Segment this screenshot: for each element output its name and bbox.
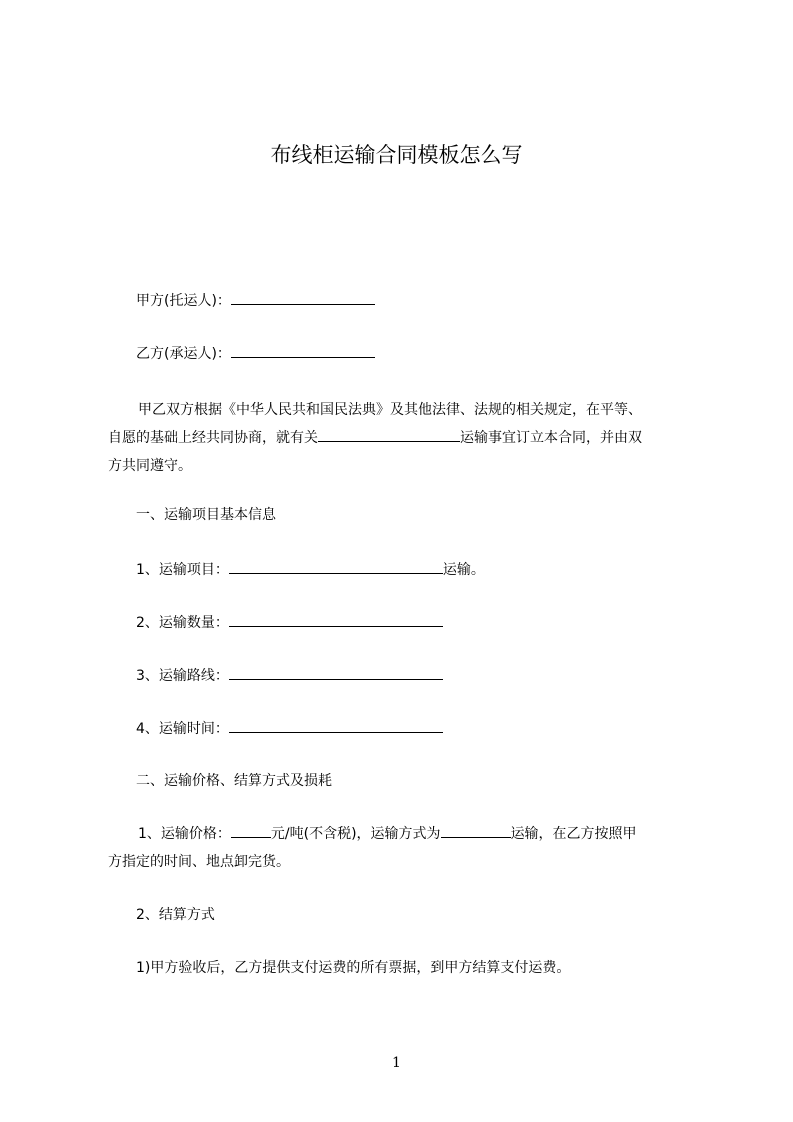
item2-line <box>136 612 443 633</box>
item4-blank[interactable] <box>229 718 443 733</box>
price-line-2: 方指定的时间、地点卸完货。 <box>108 854 290 870</box>
item1-label: 1、运输项目： <box>136 562 229 578</box>
section2-heading: 二、运输价格、结算方式及损耗 <box>136 773 332 789</box>
price-label: 1、运输价格： <box>138 826 231 842</box>
intro-line-2-post: 运输事宜订立本合同，并由双 <box>460 430 642 446</box>
price-blank[interactable] <box>231 823 271 838</box>
item2-label: 2、运输数量： <box>136 615 229 631</box>
intro-line-2 <box>108 424 708 452</box>
transport-mode-blank[interactable] <box>441 823 511 838</box>
party-b-line <box>136 343 375 364</box>
settlement-heading: 2、结算方式 <box>136 907 215 923</box>
intro-line-1: 甲乙双方根据《中华人民共和国民法典》及其他法律、法规的相关规定，在平等、 <box>138 402 642 418</box>
intro-line-3: 方共同遵守。 <box>108 458 192 474</box>
item2-blank[interactable] <box>229 612 443 627</box>
party-b-blank[interactable] <box>231 343 375 358</box>
item3-blank[interactable] <box>229 665 443 680</box>
item4-line <box>136 718 443 739</box>
party-a-blank[interactable] <box>231 290 375 305</box>
page-number: 1 <box>392 1055 401 1071</box>
price-line-1 <box>108 820 708 848</box>
party-a-line <box>136 290 375 311</box>
party-a-label: 甲方(托运人)： <box>136 293 231 309</box>
item3-label: 3、运输路线： <box>136 668 229 684</box>
price-line-1-post: 运输，在乙方按照甲 <box>510 826 637 842</box>
document-title: 布线柜运输合同模板怎么写 <box>270 143 523 167</box>
item1-blank[interactable] <box>229 559 443 574</box>
intro-paragraph <box>108 396 708 480</box>
settlement-item-1: 1)甲方验收后，乙方提供支付运费的所有票据，到甲方结算支付运费。 <box>136 960 571 976</box>
intro-line-2-pre: 自愿的基础上经共同协商，就有关 <box>108 430 318 446</box>
section1-heading: 一、运输项目基本信息 <box>136 507 276 523</box>
price-unit-text: 元/吨(不含税)，运输方式为 <box>270 826 441 842</box>
item1-suffix: 运输。 <box>442 562 485 578</box>
item4-label: 4、运输时间： <box>136 721 229 737</box>
party-b-label: 乙方(承运人)： <box>136 346 231 362</box>
item3-line <box>136 665 443 686</box>
transport-subject-blank[interactable] <box>318 427 460 442</box>
price-paragraph <box>108 820 708 876</box>
item1-line <box>136 559 485 580</box>
